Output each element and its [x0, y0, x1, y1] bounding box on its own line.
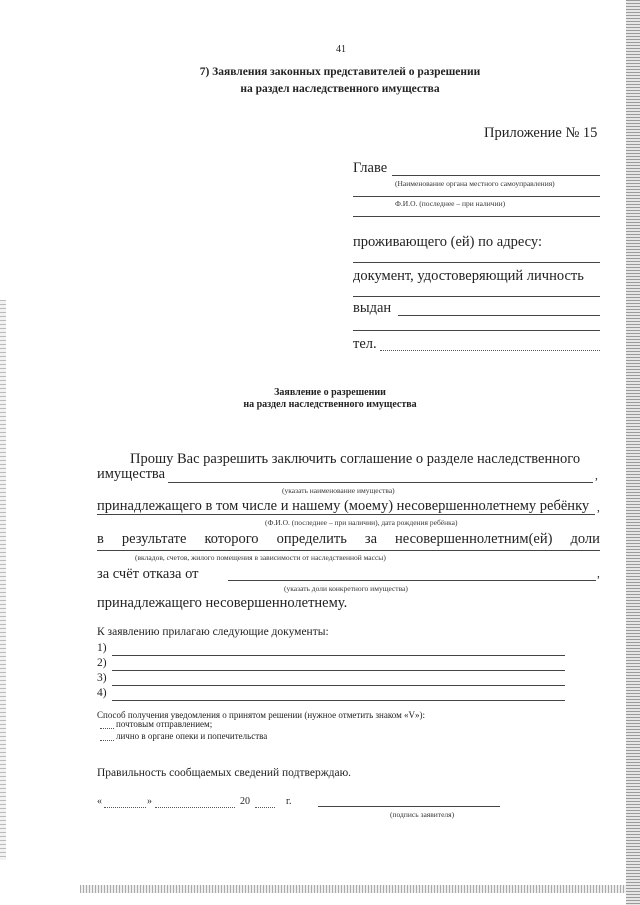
checkbox-mail[interactable]	[100, 728, 114, 729]
body-line-2: имущества	[97, 466, 166, 482]
issued-field[interactable]	[398, 315, 600, 316]
body-line-5: за счёт отказа от	[97, 566, 199, 582]
body-line-1: Прошу Вас разрешить заключить соглашение о разделе наследственного	[130, 451, 581, 467]
line4-word: в	[97, 531, 104, 547]
section-title-line-1: 7) Заявления законных представителей о разрешении	[199, 66, 481, 78]
document-field[interactable]	[353, 296, 600, 297]
body-line-4	[97, 531, 600, 548]
attachment-field-1[interactable]	[112, 655, 565, 656]
date-day-field[interactable]	[104, 807, 146, 808]
hint-shares: (вкладов, счетов, жилого помещения в зависимости от наследственной массы)	[135, 553, 386, 562]
hint-child: (Ф.И.О. (последнее – при наличии), дата рождения ребёнка)	[265, 518, 458, 527]
line4-word: несовершеннолетним(ей)	[395, 531, 553, 547]
attachment-number: 4)	[97, 687, 107, 699]
appendix-label: Приложение № 15	[484, 125, 598, 141]
fio-field[interactable]	[353, 196, 600, 197]
date-year-field[interactable]	[255, 807, 275, 808]
applicant-field[interactable]	[353, 216, 600, 217]
phone-field[interactable]	[380, 350, 600, 351]
signature-field[interactable]	[318, 806, 500, 807]
line4-word: результате	[121, 531, 187, 547]
date-open-quote: «	[97, 796, 102, 807]
shares-field[interactable]	[97, 550, 600, 551]
line4-word: которого	[204, 531, 259, 547]
hint-heir: (указать доли конкретного имущества)	[284, 584, 408, 593]
fio-hint: Ф.И.О. (последнее – при наличии)	[395, 199, 506, 208]
line4-word: за	[364, 531, 378, 547]
option-mail: почтовым отправлением;	[116, 719, 213, 729]
attachment-field-2[interactable]	[112, 670, 565, 671]
date-year-suffix: г.	[286, 796, 292, 807]
to-label: Главе	[353, 160, 388, 176]
org-name-field[interactable]	[392, 175, 600, 176]
page-number: 41	[336, 44, 346, 55]
child-field[interactable]	[97, 514, 595, 515]
comma-3: ,	[597, 568, 600, 580]
refusal-field[interactable]	[228, 580, 596, 581]
date-month-field[interactable]	[155, 807, 235, 808]
doc-title-line-2: на раздел наследственного имущества	[243, 399, 417, 410]
signature-hint: (подпись заявителя)	[390, 810, 455, 819]
scan-edge-bottom	[80, 885, 626, 893]
option-person: лично в органе опеки и попечительства	[116, 731, 268, 741]
date-close-quote: »	[147, 796, 152, 807]
attachment-number: 2)	[97, 657, 107, 669]
attachment-field-4[interactable]	[112, 700, 565, 701]
scan-edge-left	[0, 300, 6, 860]
line4-word: определить	[276, 531, 347, 547]
document-label: документ, удостоверяющий личность	[353, 268, 584, 284]
property-field[interactable]	[168, 482, 593, 483]
date-year-prefix: 20	[240, 796, 250, 807]
line4-word: доли	[570, 531, 600, 547]
checkbox-person[interactable]	[100, 740, 114, 741]
address-label: проживающего (ей) по адресу:	[353, 234, 542, 250]
comma-2: ,	[597, 502, 600, 514]
attachment-number: 3)	[97, 672, 107, 684]
attachments-title: К заявлению прилагаю следующие документы:	[97, 626, 329, 638]
scan-edge-right	[626, 0, 640, 905]
attachment-number: 1)	[97, 642, 107, 654]
confirm-text: Правильность сообщаемых сведений подтверждаю.	[97, 767, 352, 779]
address-field[interactable]	[353, 262, 600, 263]
attachment-field-3[interactable]	[112, 685, 565, 686]
body-line-3: принадлежащего в том числе и нашему (моему) несовершеннолетнему ребёнку	[97, 498, 590, 514]
body-line-6: принадлежащего несовершеннолетнему.	[97, 595, 348, 611]
issued-field-2[interactable]	[353, 330, 600, 331]
notification-title: Способ получения уведомления о принятом решении (нужное отметить знаком «V»):	[97, 710, 426, 720]
section-title-line-2: на раздел наследственного имущества	[240, 83, 440, 95]
hint-property: (указать наименование имущества)	[282, 486, 395, 495]
phone-label: тел.	[353, 336, 377, 352]
comma-1: ,	[595, 470, 598, 482]
issued-label: выдан	[353, 300, 392, 316]
doc-title-line-1: Заявление о разрешении	[274, 387, 386, 398]
org-hint: (Наименование органа местного самоуправления)	[395, 179, 555, 188]
